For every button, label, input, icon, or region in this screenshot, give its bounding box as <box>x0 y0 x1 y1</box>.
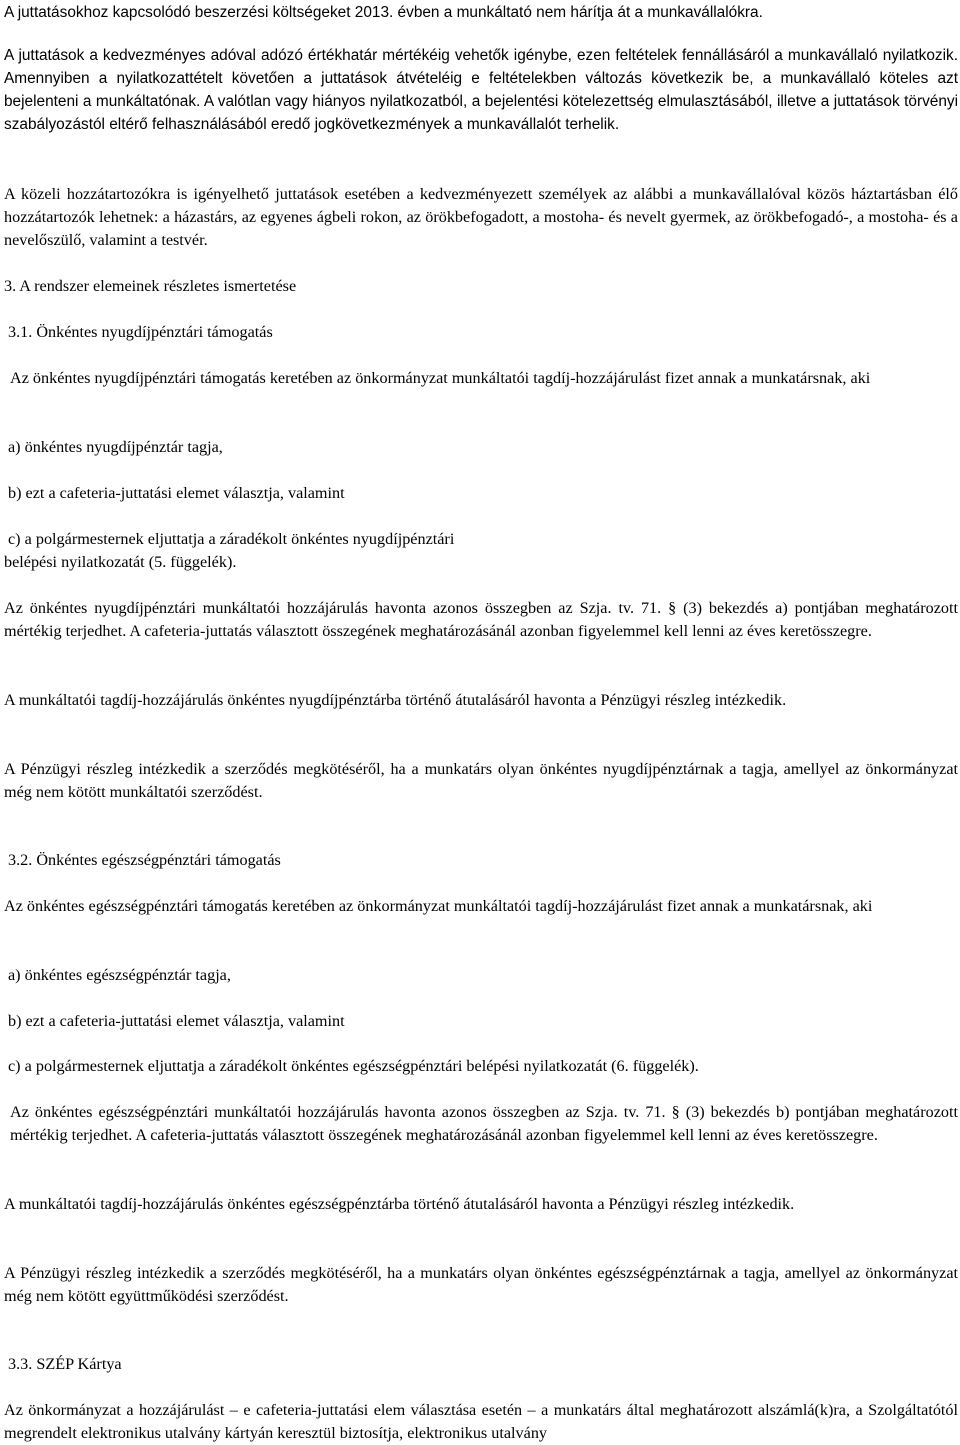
paragraph-pension-contribution: Az önkéntes nyugdíjpénztári munkáltatói hozzájárulás havonta azonos összegben az Szja. tv. 71. § (3) bekezdés a) pontjában meghatározott mértékig terjedhet. A cafeteria-juttatás választott összegének meghatározásánál azonban figyelemmel kell lenni az éves keretösszegre. <box>4 599 958 640</box>
list-item-pension-a: a) önkéntes nyugdíjpénztár tagja, <box>8 438 223 456</box>
paragraph-health-contract: A Pénzügyi részleg intézkedik a szerződés megkötéséről, ha a munkatárs olyan önkéntes egészségpénztárnak a tagja, amellyel az önkormányzat még nem kötött együttműködési szerződést. <box>4 1264 958 1305</box>
paragraph-pension-transfer: A munkáltatói tagdíj-hozzájárulás önkéntes nyugdíjpénztárba történő átutalásáról havonta a Pénzügyi részleg intézkedik. <box>4 691 787 709</box>
list-item-health-a: a) önkéntes egészségpénztár tagja, <box>8 966 231 984</box>
paragraph-relatives: A közeli hozzátartozókra is igényelhető juttatások esetében a kedvezményezett személyek az alábbi a munkavállalóval közös háztartásban élő hozzátartozók lehetnek: a házastárs, az egyenes ágbeli rokon, az örökbefogadott, a mostoha- és nevelt gyermek, az örökbefogadó-, a mostoha- és a nevelőszülő, valamint a testvér. <box>4 185 958 249</box>
list-item-health-c: c) a polgármesternek eljuttatja a záradékolt önkéntes egészségpénztári belépési nyilatkozatát (6. függelék). <box>8 1057 699 1075</box>
paragraph-benefit-costs: A juttatásokhoz kapcsolódó beszerzési költségeket 2013. évben a munkáltató nem hárítja át a munkavállalókra. <box>4 4 763 21</box>
paragraph-health-transfer: A munkáltatói tagdíj-hozzájárulás önkéntes egészségpénztárba történő átutalásáról havonta a Pénzügyi részleg intézkedik. <box>4 1195 795 1213</box>
paragraph-health-intro: Az önkéntes egészségpénztári támogatás keretében az önkormányzat munkáltatói tagdíj-hozzájárulást fizet annak a munkatársnak, aki <box>4 897 873 915</box>
paragraph-health-contribution: Az önkéntes egészségpénztári munkáltatói hozzájárulás havonta azonos összegben az Szja. tv. 71. § (3) bekezdés b) pontjában meghatározott mértékig terjedhet. A cafeteria-juttatás választott összegének meghatározásánál azonban figyelemmel kell lenni az éves keretösszegre. <box>10 1103 958 1144</box>
list-item-pension-b: b) ezt a cafeteria-juttatási elemet választja, valamint <box>8 484 345 502</box>
list-item-pension-c: c) a polgármesternek eljuttatja a záradékolt önkéntes nyugdíjpénztári <box>8 530 455 548</box>
paragraph-szep-card: Az önkormányzat a hozzájárulást – e cafeteria-juttatási elem választása esetén – a munkatárs által meghatározott alszámlá(k)ra, a Szolgáltatótól megrendelt elektronikus utalvány kártyán keresztül biztosítja, elektronikus utalvány <box>4 1401 958 1442</box>
list-item-pension-c-continued: belépési nyilatkozatát (5. függelék). <box>4 553 237 571</box>
section-heading-3-2: 3.2. Önkéntes egészségpénztári támogatás <box>8 851 281 869</box>
paragraph-tax-declaration: A juttatások a kedvezményes adóval adózó értékhatár mértékéig vehetők igénybe, ezen feltételek fennállásáról a munkavállaló nyilatkozik. Amennyiben a nyilatkozattételt követően a juttatások átvételéig e feltételekben változás következik be, a munkavállaló köteles azt bejelenteni a munkáltatónak. A valótlan vagy hiányos nyilatkozatból, a bejelentési kötelezettség elmulasztásából, illetve a juttatások törvényi szabályozástól eltérő felhasználásából eredő jogkövetkezmények a munkavállalót terhelik. <box>4 47 958 133</box>
paragraph-pension-intro: Az önkéntes nyugdíjpénztári támogatás keretében az önkormányzat munkáltatói tagdíj-hozzájárulást fizet annak a munkatársnak, aki <box>10 369 871 387</box>
section-heading-3: 3. A rendszer elemeinek részletes ismertetése <box>4 277 297 295</box>
paragraph-pension-contract: A Pénzügyi részleg intézkedik a szerződés megkötéséről, ha a munkatárs olyan önkéntes nyugdíjpénztárnak a tagja, amellyel az önkormányzat még nem kötött munkáltatói szerződést. <box>4 760 958 801</box>
section-heading-3-3: 3.3. SZÉP Kártya <box>8 1355 122 1373</box>
section-heading-3-1: 3.1. Önkéntes nyugdíjpénztári támogatás <box>8 323 273 341</box>
list-item-health-b: b) ezt a cafeteria-juttatási elemet választja, valamint <box>8 1012 345 1030</box>
